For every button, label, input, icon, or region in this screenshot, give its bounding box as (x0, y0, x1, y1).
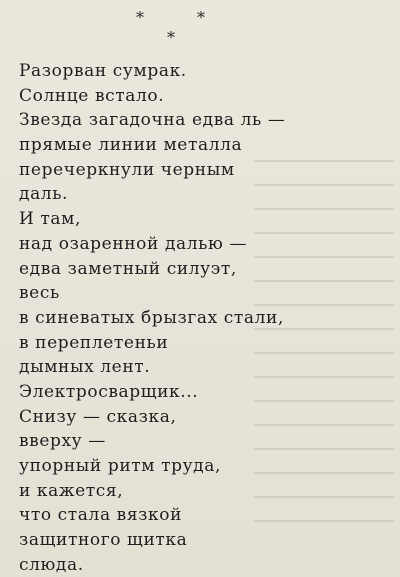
poem-line: дымных лент. (19, 357, 151, 378)
poem-line: перечеркнули черным (19, 159, 235, 180)
poem-line: Разорван сумрак. (19, 61, 187, 81)
poem-text (19, 59, 389, 577)
poem-line: Электросварщик... (19, 381, 199, 402)
poem-line: слюда. (19, 554, 84, 575)
poem-line: Звезда загадочна едва ль — (19, 110, 286, 131)
poem-line: что стала вязкой (19, 505, 183, 526)
poem-line: и кажется, (19, 480, 124, 501)
asterisk-bottom: * (167, 28, 175, 47)
poem-line: весь (19, 283, 60, 304)
poem-line: вверху — (19, 431, 106, 452)
poem-line: над озаренной далью — (19, 233, 248, 254)
poem-line: прямые линии металла (19, 135, 243, 156)
poem-line: даль. (19, 184, 69, 205)
poem-line: упорный ритм труда, (19, 456, 221, 476)
poem-line: И там, (19, 209, 81, 230)
poem-line: едва заметный силуэт, (19, 258, 237, 279)
poem-line: Солнце встало. (19, 85, 165, 106)
section-ornament (0, 10, 400, 50)
poem-line: в синеватых брызгах стали, (19, 307, 284, 328)
asterisk-top-left: * (136, 8, 144, 27)
poem-line: Снизу — сказка, (19, 406, 177, 427)
poem-line: в переплетеньи (19, 332, 169, 353)
asterisk-top-right: * (197, 8, 205, 27)
poem-line: защитного щитка (19, 530, 188, 551)
